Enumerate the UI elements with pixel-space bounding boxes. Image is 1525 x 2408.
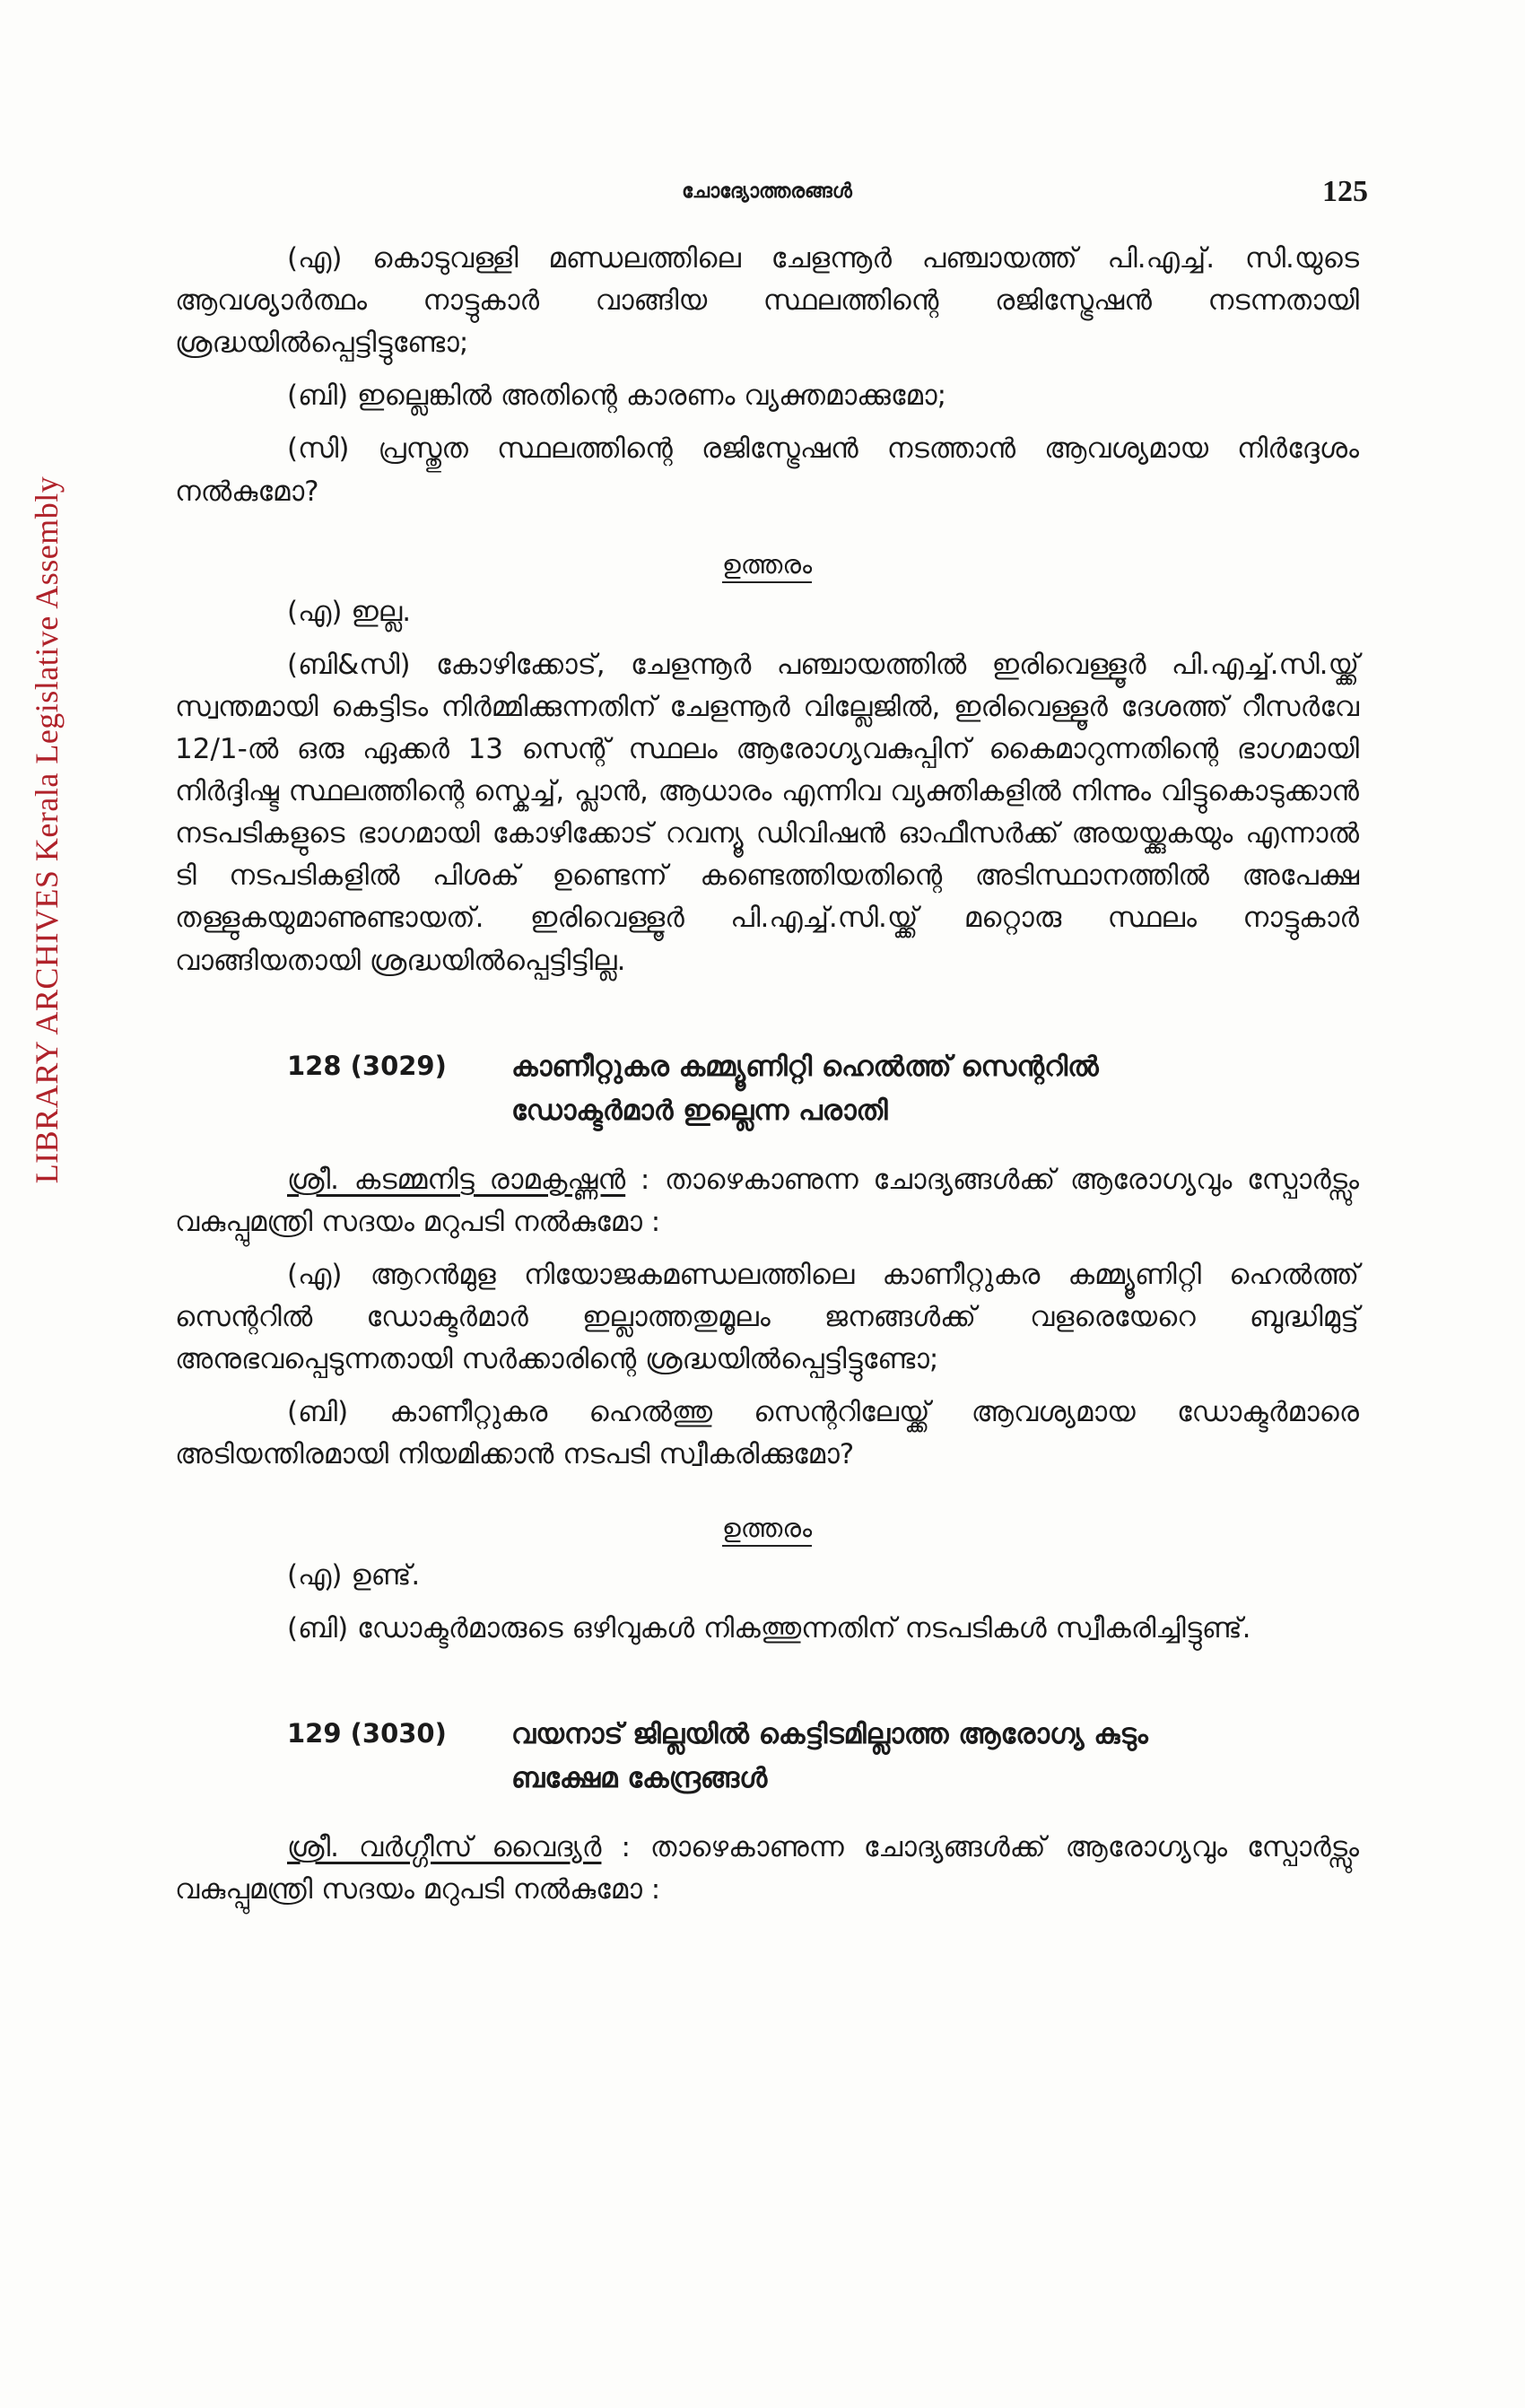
question-part-b: (ബി) കാണീറ്റുകര ഹെൽത്തു സെന്ററിലേയ്ക്ക് ആവശ്യമായ ഡോക്ടർമാരെ അടിയന്തിരമായി നിയമിക്കാൻ നടപടി സ്വീകരിക്കുമോ? bbox=[175, 1396, 1359, 1471]
member-name: ശ്രീ. വർഗ്ഗീസ് വൈദ്യർ bbox=[287, 1831, 602, 1863]
document-page bbox=[175, 175, 1368, 2364]
question-number: 129 (3030) bbox=[287, 1717, 447, 1749]
question-title bbox=[493, 1045, 1099, 1134]
question-intro bbox=[175, 1159, 1359, 1243]
intro-text: : താഴെകാണുന്ന ചോദ്യങ്ങൾക്ക് ആരോഗ്യവും സ്പോർട്സും വകുപ്പുമന്ത്രി സദയം മറുപടി നൽകുമോ : bbox=[175, 1831, 1360, 1906]
question-127-continued bbox=[175, 238, 1359, 982]
question-heading bbox=[175, 1045, 1359, 1134]
answer-heading bbox=[175, 1513, 1359, 1544]
member-name: ശ്രീ. കടമ്മനിട്ട രാമകൃഷ്ണൻ bbox=[287, 1163, 626, 1196]
page-number: 125 bbox=[1322, 175, 1368, 208]
question-title-line-2: ഡോക്ടർമാർ ഇല്ലെന്ന പരാതി bbox=[511, 1095, 888, 1128]
question-intro bbox=[175, 1827, 1359, 1911]
question-part-a: (എ) കൊടുവള്ളി മണ്ഡലത്തിലെ ചേളന്നൂർ പഞ്ചായത്ത് പി.എച്ച്. സി.യുടെ ആവശ്യാർത്ഥം നാട്ടുകാർ വാങ്ങിയ സ്ഥലത്തിന്റെ രജിസ്ട്രേഷൻ നടന്നതായി ശ്രദ്ധയിൽപ്പെട്ടിട്ടുണ്ടോ; bbox=[175, 242, 1359, 360]
answer-part-bc: (ബി&സി) കോഴിക്കോട്, ചേളന്നൂർ പഞ്ചായത്തിൽ ഇരിവെള്ളൂർ പി.എച്ച്.സി.യ്ക്ക് സ്വന്തമായി കെട്ടിടം നിർമ്മിക്കുന്നതിന് ചേളന്നൂർ വില്ലേജിൽ, ഇരിവെള്ളൂർ ദേശത്ത് റീസർവേ 12/1-ൽ ഒരു ഏക്കർ 13 സെന്റ് സ്ഥലം ആരോഗ്യവകുപ്പിന് കൈമാറുന്നതിന്റെ ഭാഗമായി നിർദ്ദിഷ്ട സ്ഥലത്തിന്റെ സ്കെച്ച്, പ്ലാൻ, ആധാരം എന്നിവ വ്യക്തികളിൽ നിന്നും വിട്ടുകൊടുക്കാൻ നടപടികളുടെ ഭാഗമായി കോഴിക്കോട് റവന്യൂ ഡിവിഷൻ ഓഫീസർക്ക് അയയ്ക്കുകയും എന്നാൽ ടി നടപടികളിൽ പിശക് ഉണ്ടെന്ന് കണ്ടെത്തിയതിന്റെ അടിസ്ഥാനത്തിൽ അപേക്ഷ തള്ളുകയുമാണുണ്ടായത്. ഇരിവെള്ളൂർ പി.എച്ച്.സി.യ്ക്ക് മറ്റൊരു സ്ഥലം നാട്ടുകാർ വാങ്ങിയതായി ശ്രദ്ധയിൽപ്പെട്ടിട്ടില്ല. bbox=[175, 648, 1359, 977]
question-number: 128 (3029) bbox=[287, 1050, 447, 1081]
intro-text: : താഴെകാണുന്ന ചോദ്യങ്ങൾക്ക് ആരോഗ്യവും സ്പോർട്സും വകുപ്പുമന്ത്രി സദയം മറുപടി നൽകുമോ : bbox=[175, 1163, 1359, 1238]
question-title bbox=[493, 1713, 1148, 1802]
question-title-line-2: ബക്ഷേമ കേന്ദ്രങ്ങൾ bbox=[511, 1762, 768, 1795]
watermark-text: LIBRARY ARCHIVES Kerala Legislative Assembly bbox=[29, 475, 65, 1184]
question-part-c: (സി) പ്രസ്തുത സ്ഥലത്തിന്റെ രജിസ്ട്രേഷൻ നടത്താൻ ആവശ്യമായ നിർദ്ദേശം നൽകുമോ? bbox=[175, 432, 1359, 508]
question-heading bbox=[175, 1713, 1359, 1802]
running-head: ചോദ്യോത്തരങ്ങൾ bbox=[682, 180, 852, 203]
answer-heading-text: ഉത്തരം bbox=[722, 549, 812, 583]
answer-part-a: (എ) ഉണ്ട്. bbox=[287, 1558, 421, 1592]
question-part-a: (എ) ആറൻമുള നിയോജകമണ്ഡലത്തിലെ കാണീറ്റുകര കമ്മ്യൂണിറ്റി ഹെൽത്ത് സെന്ററിൽ ഡോക്ടർമാർ ഇല്ലാത്തതുമൂലം ജനങ്ങൾക്ക് വളരെയേറെ ബുദ്ധിമുട്ട് അനുഭവപ്പെടുന്നതായി സർക്കാരിന്റെ ശ്രദ്ധയിൽപ്പെട്ടിട്ടുണ്ടോ; bbox=[175, 1259, 1359, 1376]
page-header bbox=[175, 175, 1368, 220]
question-128 bbox=[175, 1045, 1359, 1650]
answer-heading-text: ഉത്തരം bbox=[722, 1513, 812, 1547]
answer-heading bbox=[175, 549, 1359, 580]
question-title-line-1: വയനാട് ജില്ലയിൽ കെട്ടിടമില്ലാത്ത ആരോഗ്യ കുടും bbox=[511, 1717, 1148, 1750]
question-part-b: (ബി) ഇല്ലെങ്കിൽ അതിന്റെ കാരണം വ്യക്തമാക്കുമോ; bbox=[287, 380, 947, 413]
answer-part-b: (ബി) ഡോക്ടർമാരുടെ ഒഴിവുകൾ നികത്തുന്നതിന് നടപടികൾ സ്വീകരിച്ചിട്ടുണ്ട്. bbox=[287, 1611, 1251, 1645]
answer-part-a: (എ) ഇല്ല. bbox=[287, 595, 412, 628]
question-129 bbox=[175, 1713, 1359, 1911]
question-title-line-1: കാണീറ്റുകര കമ്മ്യൂണിറ്റി ഹെൽത്ത് സെന്ററിൽ bbox=[511, 1050, 1099, 1083]
